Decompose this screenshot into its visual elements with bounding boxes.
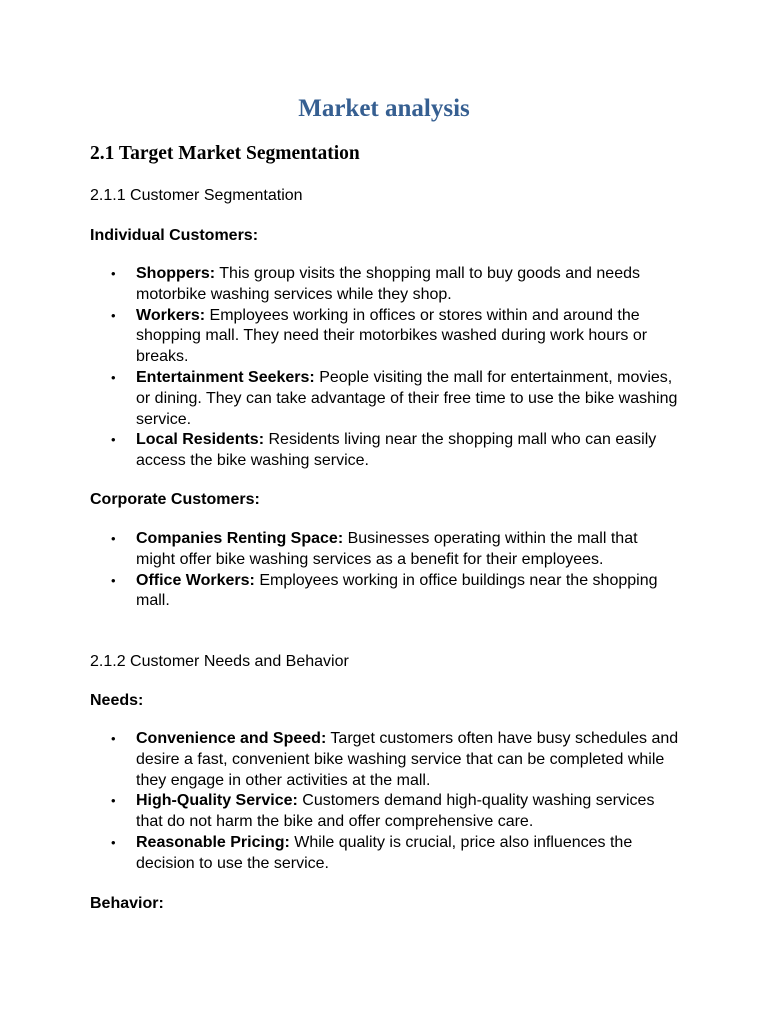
list-item-text: Customers demand high-quality washing services that do not harm the bike and offer comprehensive care. xyxy=(136,792,655,831)
bullet-icon: • xyxy=(111,793,116,809)
subsection-heading-customer-segmentation: 2.1.1 Customer Segmentation xyxy=(90,187,303,204)
bullet-icon: • xyxy=(111,369,116,385)
section-heading: 2.1 Target Market Segmentation xyxy=(90,143,360,164)
list-item-term: Entertainment Seekers: xyxy=(136,368,315,386)
list-item xyxy=(90,791,680,833)
bullet-icon: • xyxy=(111,834,116,850)
list-item xyxy=(90,430,680,472)
needs-label: Needs: xyxy=(90,692,144,709)
list-item-term: Local Residents: xyxy=(136,431,265,449)
behavior-label: Behavior: xyxy=(90,895,164,912)
bullet-icon: • xyxy=(111,731,116,746)
list-item-text: Employees working in offices or stores within and around the shopping mall. They need their motorbikes washed during work hours or breaks. xyxy=(136,306,648,366)
list-item-text: While quality is crucial, price also influences the decision to use the service. xyxy=(136,833,633,872)
list-item xyxy=(90,571,680,613)
list-item-term: Shoppers: xyxy=(136,265,216,282)
corporate-customers-label: Corporate Customers: xyxy=(90,491,260,508)
bullet-icon: • xyxy=(111,432,116,448)
list-item-text: People visiting the mall for entertainment, movies, or dining. They can take advantage of their free time to use the bike washing service. xyxy=(136,368,678,428)
needs-list xyxy=(90,729,680,875)
corporate-customers-list xyxy=(90,529,680,612)
list-item-term: Office Workers: xyxy=(136,571,255,589)
list-item xyxy=(90,729,680,791)
list-item-text: Employees working in office buildings near the shopping mall. xyxy=(136,571,658,610)
list-item xyxy=(90,306,680,368)
list-item-term: Convenience and Speed: xyxy=(136,730,327,747)
bullet-icon: • xyxy=(111,266,116,281)
list-item-text: This group visits the shopping mall to buy goods and needs motorbike washing services while they shop. xyxy=(136,265,640,303)
bullet-icon: • xyxy=(111,307,116,323)
individual-customers-list xyxy=(90,264,680,472)
individual-customers-label: Individual Customers: xyxy=(90,227,259,244)
list-item-text: Businesses operating within the mall that might offer bike washing services as a benefit for their employees. xyxy=(136,530,638,568)
list-item-term: Workers: xyxy=(136,306,206,324)
list-item-term: Companies Renting Space: xyxy=(136,530,344,547)
bullet-icon: • xyxy=(111,572,116,588)
bullet-icon: • xyxy=(111,531,116,546)
subsection-heading-needs-behavior: 2.1.2 Customer Needs and Behavior xyxy=(90,653,349,670)
document-title: Market analysis xyxy=(298,95,470,122)
list-item xyxy=(90,264,680,306)
list-item xyxy=(90,529,680,571)
list-item-term: High-Quality Service: xyxy=(136,792,298,810)
list-item xyxy=(90,368,680,430)
list-item xyxy=(90,833,680,875)
list-item-text: Residents living near the shopping mall who can easily access the bike washing service. xyxy=(136,431,657,470)
list-item-text: Target customers often have busy schedules and desire a fast, convenient bike washing service that can be completed while they engage in other activities at the mall. xyxy=(136,730,679,789)
list-item-term: Reasonable Pricing: xyxy=(136,833,290,851)
